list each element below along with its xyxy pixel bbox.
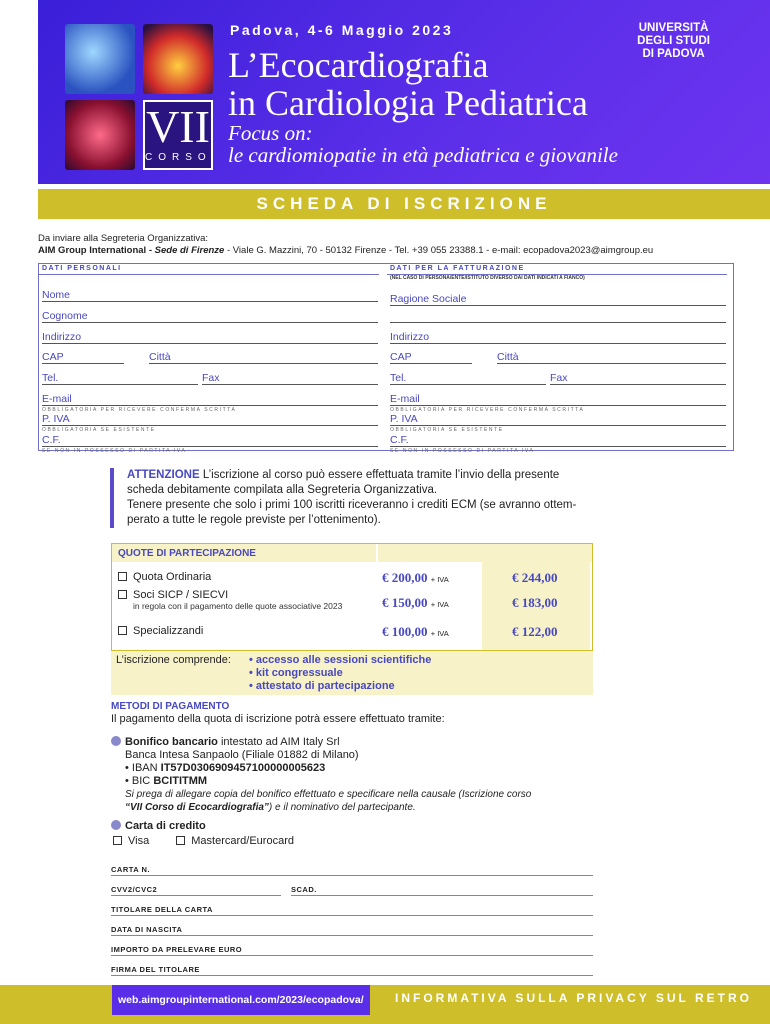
billing-email-label: E-mail bbox=[390, 393, 420, 405]
attention-notice bbox=[110, 468, 610, 528]
billing-piva-note: OBBLIGATORIA SE ESISTENTE bbox=[390, 427, 504, 433]
cognome-field[interactable] bbox=[42, 310, 378, 323]
sender-location: Sede di Firenze bbox=[154, 245, 225, 256]
bic-label: • BIC bbox=[125, 775, 154, 787]
cognome-label: Cognome bbox=[42, 310, 88, 322]
attention-text1: L’iscrizione al corso può essere effettuata tramite l’invio della presente bbox=[199, 469, 560, 481]
fee-iva: + IVA bbox=[430, 600, 449, 609]
cf-field[interactable] bbox=[42, 434, 378, 447]
checkbox[interactable] bbox=[118, 590, 127, 599]
footer bbox=[0, 985, 770, 1024]
sender-info bbox=[38, 233, 768, 257]
iban-label: • IBAN bbox=[125, 762, 161, 774]
billing-cap-field[interactable] bbox=[390, 351, 472, 364]
fee-net bbox=[382, 570, 449, 586]
email-note: OBBLIGATORIA PER RICEVERE CONFERMA SCRITTA bbox=[42, 407, 237, 413]
fee-label: Soci SICP / SIECVI bbox=[133, 589, 229, 601]
scad-label: SCAD. bbox=[291, 885, 321, 894]
bic-value: BCITITMM bbox=[153, 775, 208, 787]
fees-header: QUOTE DI PARTECIPAZIONE bbox=[118, 548, 256, 559]
bonifico-causale: “VII Corso di Ecocardiografia” bbox=[125, 802, 269, 813]
fee-net-value: € 200,00 bbox=[382, 570, 428, 585]
visa-checkbox[interactable] bbox=[113, 836, 122, 845]
nome-field[interactable] bbox=[42, 289, 378, 302]
fee-net bbox=[382, 624, 449, 640]
ragione-sociale-field[interactable] bbox=[390, 293, 726, 306]
bonifico-title: Bonifico bancario bbox=[125, 736, 218, 748]
firma-label: FIRMA DEL TITOLARE bbox=[111, 965, 204, 974]
titolare-label: TITOLARE DELLA CARTA bbox=[111, 905, 217, 914]
iban-line bbox=[111, 762, 611, 775]
event-title-line1: L’Ecocardiografia bbox=[228, 45, 489, 85]
includes-item: • attestato di partecipazione bbox=[249, 680, 395, 692]
bank-name: Banca Intesa Sanpaolo (Filiale 01882 di Milano) bbox=[125, 749, 359, 761]
payment-intro: Il pagamento della quota di iscrizione potrà essere effettuato tramite: bbox=[111, 713, 445, 725]
includes-item: • kit congressuale bbox=[249, 667, 343, 679]
fee-net bbox=[382, 595, 449, 611]
card-title: Carta di credito bbox=[125, 820, 206, 832]
piva-note: OBBLIGATORIA SE ESISTENTE bbox=[42, 427, 156, 433]
university-logo-text bbox=[637, 22, 710, 61]
personal-header bbox=[39, 264, 379, 275]
includes-list bbox=[249, 654, 431, 693]
billing-piva-field[interactable] bbox=[390, 413, 726, 426]
fee-sub: in regola con il pagamento delle quote associative 2023 bbox=[133, 601, 343, 611]
attention-line4: perato a tutte le regole previste per l’ottenimento). bbox=[127, 514, 381, 526]
fax-label: Fax bbox=[202, 372, 220, 384]
attention-keyword: ATTENZIONE bbox=[127, 469, 200, 481]
piva-label: P. IVA bbox=[42, 413, 70, 425]
cf-note: SE NON IN POSSESSO DI PARTITA IVA bbox=[42, 448, 187, 454]
billing-tel-label: Tel. bbox=[390, 372, 407, 384]
payment-methods bbox=[111, 700, 611, 848]
nascita-label: DATA DI NASCITA bbox=[111, 925, 186, 934]
edition-corso-label: CORSO bbox=[145, 152, 212, 163]
ragione-sociale-line2[interactable] bbox=[390, 310, 726, 323]
heart-3d-image-blue bbox=[65, 24, 135, 94]
indirizzo-field[interactable] bbox=[42, 331, 378, 344]
payment-header: METODI DI PAGAMENTO bbox=[111, 701, 230, 712]
bic-line bbox=[111, 775, 611, 788]
billing-cf-note: SE NON IN POSSESSO DI PARTITA IVA bbox=[390, 448, 535, 454]
bullet-icon bbox=[111, 820, 121, 830]
event-focus bbox=[228, 122, 618, 166]
card-number-field[interactable] bbox=[111, 865, 593, 876]
edition-badge bbox=[143, 100, 213, 170]
fee-iva: + IVA bbox=[430, 575, 449, 584]
sender-contact: - Viale G. Mazzini, 70 - 50132 Firenze - Tel. +39 055 23388.1 - e-mail: ecopadova2023@aimgroup.eu bbox=[224, 245, 654, 256]
cap-label: CAP bbox=[42, 351, 64, 363]
email-label: E-mail bbox=[42, 393, 72, 405]
billing-fax-field[interactable] bbox=[550, 372, 726, 385]
event-title-line2: in Cardiologia Pediatrica bbox=[228, 83, 588, 123]
visa-label: Visa bbox=[128, 835, 150, 847]
billing-indirizzo-label: Indirizzo bbox=[390, 331, 430, 343]
fee-iva: + IVA bbox=[430, 629, 449, 638]
billing-cap-label: CAP bbox=[390, 351, 412, 363]
email-field[interactable] bbox=[42, 393, 378, 406]
mastercard-label: Mastercard/Eurocard bbox=[191, 835, 294, 847]
fee-net-value: € 100,00 bbox=[382, 624, 428, 639]
event-date: Padova, 4-6 Maggio 2023 bbox=[230, 22, 454, 38]
focus-line1: Focus on: bbox=[228, 121, 313, 145]
checkbox[interactable] bbox=[118, 572, 127, 581]
piva-field[interactable] bbox=[42, 413, 378, 426]
personal-header-label: DATI PERSONALI bbox=[42, 265, 122, 272]
citta-field[interactable] bbox=[149, 351, 378, 364]
fee-label: Quota Ordinaria bbox=[133, 571, 212, 583]
event-title bbox=[228, 46, 588, 122]
billing-cf-label: C.F. bbox=[390, 434, 409, 446]
importo-field[interactable] bbox=[111, 945, 593, 956]
card-option bbox=[111, 820, 611, 833]
billing-citta-field[interactable] bbox=[497, 351, 726, 364]
heart-3d-image-warm bbox=[143, 24, 213, 94]
ragione-label: Ragione Sociale bbox=[390, 293, 467, 305]
mastercard-checkbox[interactable] bbox=[176, 836, 185, 845]
tel-label: Tel. bbox=[42, 372, 59, 384]
includes-item: • accesso alle sessioni scientifiche bbox=[249, 654, 432, 666]
fee-row-specializzandi[interactable] bbox=[118, 625, 203, 637]
attention-line1 bbox=[127, 468, 610, 483]
fees-divider bbox=[376, 544, 378, 650]
bonifico-note2 bbox=[111, 801, 611, 814]
billing-fax-label: Fax bbox=[550, 372, 568, 384]
cvv-field[interactable] bbox=[111, 885, 281, 896]
includes-label: L’iscrizione comprende: bbox=[116, 654, 231, 666]
iban-value: IT57D0306909457100000005623 bbox=[160, 762, 326, 774]
heart-3d-image-red bbox=[65, 100, 135, 170]
registration-form bbox=[38, 263, 734, 454]
scad-field[interactable] bbox=[291, 885, 593, 896]
attention-line3: Tenere presente che solo i primi 100 iscritti riceveranno i crediti ECM (se avranno ottem- bbox=[127, 499, 577, 511]
form-title: SCHEDA DI ISCRIZIONE bbox=[38, 189, 770, 219]
cvv-label: CVV2/CVC2 bbox=[111, 885, 161, 894]
importo-label: IMPORTO DA PRELEVARE EURO bbox=[111, 945, 246, 954]
cap-field[interactable] bbox=[42, 351, 124, 364]
billing-subheader: (NEL CASO DI PERSONA/ENTE/ISTITUTO DIVERSO DAI DATI INDICATI A FIANCO) bbox=[390, 275, 585, 281]
website-link[interactable]: web.aimgroupinternational.com/2023/ecopadova/ bbox=[112, 985, 370, 1015]
fee-gross: € 122,00 bbox=[512, 624, 558, 639]
billing-tel-field[interactable] bbox=[390, 372, 546, 385]
fee-row-ordinaria[interactable] bbox=[118, 571, 211, 583]
university-line1: UNIVERSITÀ bbox=[638, 22, 709, 34]
billing-header bbox=[387, 264, 727, 281]
includes-box bbox=[111, 651, 593, 695]
billing-email-field[interactable] bbox=[390, 393, 726, 406]
sender-org: AIM Group International - bbox=[38, 245, 155, 256]
header-banner bbox=[38, 0, 770, 184]
nascita-field[interactable] bbox=[111, 925, 593, 936]
fax-field[interactable] bbox=[202, 372, 378, 385]
bonifico-note1: Si prega di allegare copia del bonifico effettuato e specificare nella causale (Iscrizione corso bbox=[125, 789, 532, 800]
personal-data-column bbox=[39, 264, 379, 454]
billing-header-label: DATI PER LA FATTURAZIONE bbox=[390, 265, 525, 272]
privacy-notice: INFORMATIVA SULLA PRIVACY SUL RETRO bbox=[395, 991, 753, 1005]
titolare-field[interactable] bbox=[111, 905, 593, 916]
fees-table bbox=[111, 543, 593, 651]
nome-label: Nome bbox=[42, 289, 71, 301]
citta-label: Città bbox=[149, 351, 171, 363]
sender-line2 bbox=[38, 245, 768, 257]
university-line2: DEGLI STUDI bbox=[637, 35, 710, 47]
indirizzo-label: Indirizzo bbox=[42, 331, 82, 343]
bullet-icon bbox=[111, 736, 121, 746]
edition-number: VII bbox=[146, 101, 210, 152]
fee-gross: € 244,00 bbox=[512, 570, 558, 585]
billing-email-note: OBBLIGATORIA PER RICEVERE CONFERMA SCRITTA bbox=[390, 407, 585, 413]
billing-indirizzo-field[interactable] bbox=[390, 331, 726, 344]
fee-row-soci[interactable] bbox=[118, 589, 342, 611]
focus-line2: le cardiomiopatie in età pediatrica e giovanile bbox=[228, 143, 618, 167]
bonifico-option bbox=[111, 736, 611, 749]
billing-cf-field[interactable] bbox=[390, 434, 726, 447]
card-types bbox=[111, 835, 611, 848]
billing-piva-label: P. IVA bbox=[390, 413, 418, 425]
bonifico-note2-rest: ) e il nominativo del partecipante. bbox=[268, 802, 416, 813]
cf-label: C.F. bbox=[42, 434, 61, 446]
firma-field[interactable] bbox=[111, 965, 593, 976]
university-line3: DI PADOVA bbox=[642, 48, 705, 60]
fee-net-value: € 150,00 bbox=[382, 595, 428, 610]
fee-label: Specializzandi bbox=[133, 625, 204, 637]
billing-citta-label: Città bbox=[497, 351, 519, 363]
fee-gross: € 183,00 bbox=[512, 595, 558, 610]
attention-line2: scheda debitamente compilata alla Segreteria Organizzativa. bbox=[127, 484, 438, 496]
tel-field[interactable] bbox=[42, 372, 198, 385]
checkbox[interactable] bbox=[118, 626, 127, 635]
sender-line1: Da inviare alla Segreteria Organizzativa: bbox=[38, 233, 209, 244]
bonifico-recipient: intestato ad AIM Italy Srl bbox=[217, 736, 340, 748]
card-number-label: CARTA N. bbox=[111, 865, 154, 874]
billing-data-column bbox=[387, 264, 727, 454]
